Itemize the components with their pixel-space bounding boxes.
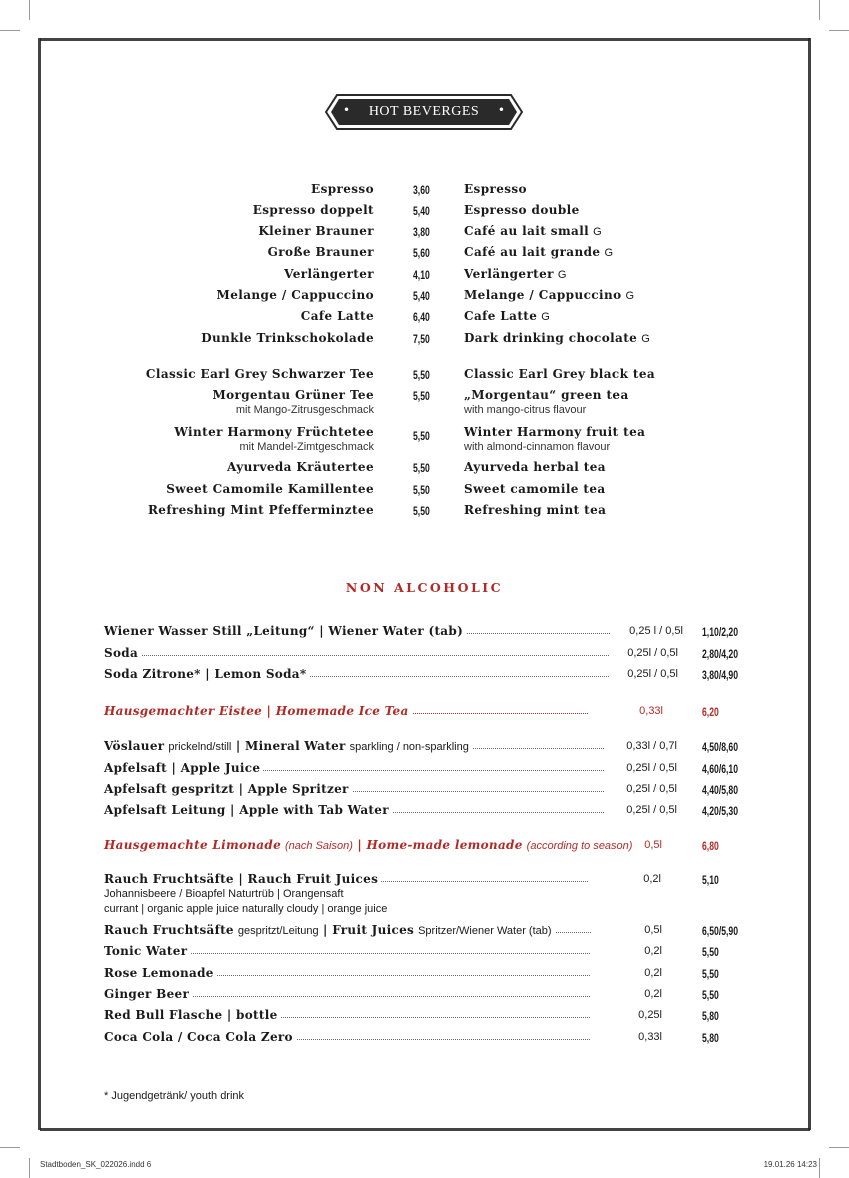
item-size: 0,2l <box>641 967 662 979</box>
item-name-en: Ayurveda herbal tea <box>464 460 606 474</box>
item-name: Hausgemachter Eistee | Homemade Ice Tea <box>104 704 412 718</box>
item-name-en: Winter Harmony fruit tea <box>464 425 646 439</box>
section-badge-hot-beverages <box>325 94 523 130</box>
item-name-de: Verlängerter <box>284 267 374 281</box>
badge-bullet-left: • <box>343 103 351 117</box>
item-name-en: „Morgentau“ green tea <box>464 388 629 402</box>
item-name: Tonic Water <box>104 944 190 958</box>
item-name-en <box>464 203 580 217</box>
item-size: 0,5l <box>641 839 662 851</box>
item-name-de: Dunkle Trinkschokolade <box>201 331 374 345</box>
crop-mark <box>819 1158 820 1178</box>
item-name-de: Refreshing Mint Pfefferminztee <box>147 503 374 517</box>
item-size: 0,33l <box>635 1031 662 1043</box>
menu-row <box>100 425 760 453</box>
menu-row <box>100 460 760 480</box>
item-desc-de: mit Mandel-Zimtgeschmack <box>239 441 374 453</box>
item-name: Rauch Fruchtsäfte | Rauch Fruit Juices <box>104 872 381 886</box>
footnote: * Jugendgetränk/ youth drink <box>104 1090 245 1102</box>
item-name: Apfelsaft gespritzt | Apple Spritzer <box>104 782 352 796</box>
item-name-en <box>464 182 527 196</box>
item-price: 5,50 <box>413 461 430 475</box>
item-note-de: prickelnd/still <box>168 741 232 753</box>
item-name-en <box>464 288 634 302</box>
item-name-en-text: Cafe Latte <box>464 309 538 323</box>
menu-row <box>100 288 760 308</box>
item-size: 0,5l <box>641 924 662 936</box>
item-price: 5,10 <box>702 873 719 887</box>
item-name-en <box>464 309 550 323</box>
item-price: 5,50 <box>413 483 430 497</box>
menu-row <box>104 667 747 685</box>
item-price: 2,80/4,20 <box>702 647 739 661</box>
item-name-de: Cafe Latte <box>300 309 374 323</box>
menu-row <box>104 803 747 821</box>
item-name-en-text: Melange / Cappuccino <box>464 288 622 302</box>
item-name-de: Kleiner Brauner <box>258 224 374 238</box>
item-size: 0,25l / 0,5l <box>624 647 678 659</box>
item-name <box>104 923 555 937</box>
item-name-de: Hausgemachte Limonade <box>104 838 282 852</box>
item-name-de: Morgentau Grüner Tee <box>212 388 374 402</box>
item-name-de: Melange / Cappuccino <box>216 288 374 302</box>
item-size: 0,33l <box>636 705 663 717</box>
item-desc-en: with mango-citrus flavour <box>464 404 587 416</box>
item-name: Apfelsaft Leitung | Apple with Tab Water <box>104 803 392 817</box>
crop-mark <box>0 30 20 31</box>
item-price: 3,60 <box>413 183 430 197</box>
item-price: 5,50 <box>702 967 719 981</box>
item-name-en: | Mineral Water <box>231 739 346 753</box>
menu-row <box>104 923 747 941</box>
item-name: Rose Lemonade <box>104 966 217 980</box>
item-name-en-text: Dark drinking chocolate <box>464 331 638 345</box>
item-price: 4,10 <box>413 268 430 282</box>
menu-row <box>100 367 760 387</box>
frame-top <box>40 38 810 41</box>
item-size: 0,25 l / 0,5l <box>626 625 683 637</box>
menu-row <box>100 203 760 223</box>
item-name-de: Sweet Camomile Kamillentee <box>166 482 374 496</box>
menu-row <box>100 388 760 416</box>
menu-row <box>104 646 747 664</box>
leader-dots <box>104 655 609 656</box>
item-price: 4,50/8,60 <box>702 740 739 754</box>
gluten-marker: G <box>641 333 651 345</box>
gluten-marker: G <box>541 311 551 323</box>
item-price: 5,50 <box>413 389 430 403</box>
menu-row <box>100 224 760 244</box>
slug-file: Stadtboden_SK_022026.indd 6 <box>40 1160 152 1169</box>
item-name-en: Classic Earl Grey black tea <box>464 367 656 381</box>
item-price: 5,40 <box>413 204 430 218</box>
item-price: 6,80 <box>702 839 719 853</box>
menu-row <box>104 624 747 642</box>
gluten-marker: G <box>604 247 614 259</box>
item-desc-de: Johannisbeere / Bioapfel Naturtrüb | Orangensaft <box>104 888 344 900</box>
item-price: 5,50 <box>702 945 719 959</box>
item-price: 4,40/5,80 <box>702 783 739 797</box>
item-price: 3,80 <box>413 225 430 239</box>
menu-row <box>104 761 747 779</box>
item-name-en <box>464 245 613 259</box>
menu-row <box>104 944 747 962</box>
item-name: Ginger Beer <box>104 987 192 1001</box>
gluten-marker: G <box>593 226 603 238</box>
menu-row <box>100 182 760 202</box>
item-desc-en: currant | organic apple juice naturally cloudy | orange juice <box>104 903 388 915</box>
item-name: Red Bull Flasche | bottle <box>104 1008 281 1022</box>
crop-mark <box>29 1158 30 1178</box>
menu-row <box>104 1030 747 1048</box>
item-price: 7,50 <box>413 332 430 346</box>
menu-row <box>104 704 747 722</box>
item-name: Apfelsaft | Apple Juice <box>104 761 263 775</box>
item-price: 5,50 <box>413 368 430 382</box>
item-name-en: | Home-made lemonade <box>352 838 523 852</box>
item-name-de: Rauch Fruchtsäfte <box>104 923 234 937</box>
menu-row <box>104 1008 747 1026</box>
crop-mark <box>29 0 30 20</box>
item-name-en <box>464 267 567 281</box>
item-name: Wiener Wasser Still „Leitung“ | Wiener Water (tab) <box>104 624 466 638</box>
frame-bottom <box>40 1128 810 1131</box>
item-name-en <box>464 224 602 238</box>
item-price: 5,50 <box>413 429 430 443</box>
menu-row <box>100 503 760 523</box>
item-size: 0,25l / 0,5l <box>623 783 677 795</box>
item-size: 0,25l / 0,5l <box>623 762 677 774</box>
item-name-en: Refreshing mint tea <box>464 503 607 517</box>
item-name <box>104 838 635 852</box>
crop-mark <box>819 0 820 20</box>
item-size: 0,2l <box>641 988 662 1000</box>
menu-row <box>100 267 760 287</box>
item-name <box>104 739 472 753</box>
item-name-de: Winter Harmony Früchtetee <box>174 425 374 439</box>
item-price: 6,40 <box>413 310 430 324</box>
item-name-de: Vöslauer <box>104 739 165 753</box>
item-note-en: sparkling / non-sparkling <box>349 741 469 753</box>
item-price: 5,50 <box>413 504 430 518</box>
menu-row <box>100 331 760 351</box>
item-price: 5,80 <box>702 1009 719 1023</box>
item-desc-en: with almond-cinnamon flavour <box>464 441 611 453</box>
item-price: 5,40 <box>413 289 430 303</box>
item-name: Coca Cola / Coca Cola Zero <box>104 1030 296 1044</box>
menu-row <box>100 482 760 502</box>
item-name: Soda <box>104 646 141 660</box>
item-note-en: (according to season) <box>526 840 633 852</box>
slug-date: 19.01.26 14:23 <box>763 1160 817 1169</box>
item-name: Soda Zitrone* | Lemon Soda* <box>104 667 309 681</box>
item-name-de: Ayurveda Kräutertee <box>227 460 374 474</box>
item-price: 3,80/4,90 <box>702 668 739 682</box>
item-name-en-text: Café au lait grande <box>464 245 601 259</box>
item-note-de: gespritzt/Leitung <box>237 925 319 937</box>
badge-bullet-right: • <box>497 103 505 117</box>
menu-row <box>104 838 747 856</box>
item-size: 0,25l / 0,5l <box>624 668 678 680</box>
gluten-marker: G <box>557 269 567 281</box>
item-name-en-text: Café au lait small <box>464 224 590 238</box>
crop-mark <box>829 1147 849 1148</box>
item-name-de: Espresso <box>311 182 374 196</box>
menu-row <box>104 987 747 1005</box>
item-name-de: Große Brauner <box>267 245 374 259</box>
menu-row <box>100 309 760 329</box>
section-title-non-alcoholic: NON ALCOHOLIC <box>345 580 504 595</box>
crop-mark <box>0 1147 20 1148</box>
item-name-en <box>464 331 650 345</box>
item-name-de: Classic Earl Grey Schwarzer Tee <box>145 367 374 381</box>
item-price: 4,60/6,10 <box>702 762 739 776</box>
item-note-de: (nach Saison) <box>285 840 353 852</box>
item-name-de: Espresso doppelt <box>252 203 374 217</box>
section-title-hot-beverages: HOT BEVERGES <box>368 104 480 119</box>
item-note-en: Spritzer/Wiener Water (tab) <box>418 925 552 937</box>
item-price: 4,20/5,30 <box>702 804 739 818</box>
item-name-en-text: Espresso <box>464 182 527 196</box>
item-size: 0,25l / 0,5l <box>623 804 677 816</box>
item-size: 0,2l <box>640 873 661 885</box>
item-size: 0,2l <box>641 945 662 957</box>
menu-row <box>104 966 747 984</box>
item-price: 1,10/2,20 <box>702 625 739 639</box>
item-name-en: Sweet camomile tea <box>464 482 606 496</box>
menu-row <box>100 245 760 265</box>
item-price: 6,50/5,90 <box>702 924 739 938</box>
item-name-en-text: Espresso double <box>464 203 580 217</box>
item-desc-de: mit Mango-Zitrusgeschmack <box>235 404 374 416</box>
menu-row <box>104 872 747 915</box>
item-price: 5,60 <box>413 246 430 260</box>
gluten-marker: G <box>625 290 635 302</box>
item-size: 0,25l <box>635 1009 662 1021</box>
menu-row <box>104 739 747 757</box>
item-name-en: | Fruit Juices <box>318 923 415 937</box>
menu-row <box>104 782 747 800</box>
item-size: 0,33l / 0,7l <box>623 740 677 752</box>
item-price: 5,80 <box>702 1031 719 1045</box>
crop-mark <box>829 30 849 31</box>
item-price: 5,50 <box>702 988 719 1002</box>
item-price: 6,20 <box>702 705 719 719</box>
item-name-en-text: Verlängerter <box>464 267 554 281</box>
